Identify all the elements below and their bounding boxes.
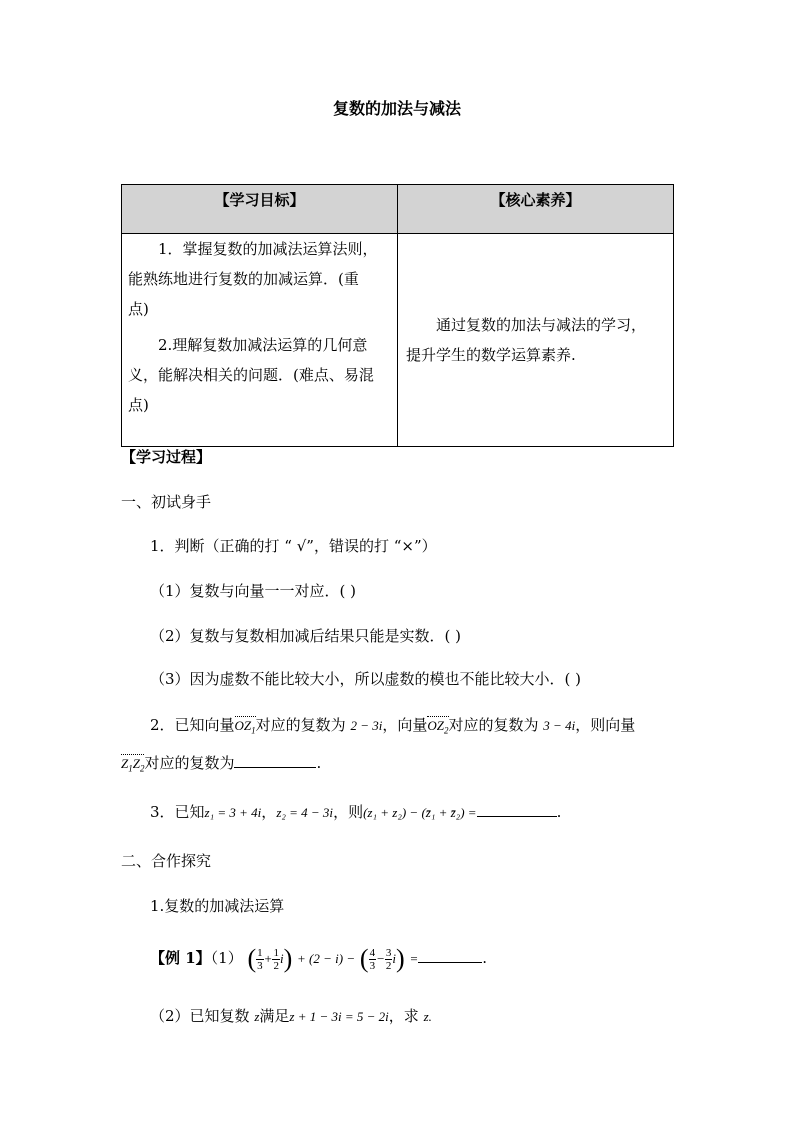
q3-sep: ， xyxy=(261,803,277,821)
q2-text-c: ，向量 xyxy=(382,716,428,734)
vec-oz2-label: OZ xyxy=(427,718,444,733)
vec-oz1-sub: 1 xyxy=(251,725,256,736)
vector-z1z2 xyxy=(121,756,144,774)
example1-answer-blank[interactable] xyxy=(418,938,482,963)
q2-text-b: 对应的复数为 xyxy=(255,716,346,734)
vec-z2-label: Z xyxy=(132,756,140,771)
example1-part2-text-d: z. xyxy=(423,1009,432,1024)
q3-expression: (z₁ + z₂) − (z̄₁ + z̄₂) = xyxy=(363,805,477,820)
q2-text-a: 2．已知向量 xyxy=(150,716,235,734)
q2-answer-blank[interactable] xyxy=(234,767,316,768)
core-line2: 提升学生的数学运算素养. xyxy=(406,346,576,364)
q3-text-a: 3．已知 xyxy=(150,803,205,821)
q3-text-b: ，则 xyxy=(333,803,364,821)
q3-end: . xyxy=(556,803,562,821)
q1-item-1: （1）复数与向量一一对应．( ) xyxy=(150,582,357,600)
process-heading: 【学习过程】 xyxy=(121,448,212,466)
q1-stem: 1．判断（正确的打 “ √”，错误的打 “×”） xyxy=(150,537,437,555)
subsection-1-heading: 1.复数的加减法运算 xyxy=(150,897,285,915)
q2-text-d: 对应的复数为 xyxy=(448,716,539,734)
example1-part1-num: （1） xyxy=(210,949,243,967)
q2-line1 xyxy=(150,714,635,736)
fraction-1-2: $\frac{1}{2}$ xyxy=(273,946,279,972)
left-paren-2: ( xyxy=(359,944,369,973)
q1-item-3: （3）因为虚数不能比较大小，所以虚数的模也不能比较大小．( ) xyxy=(150,670,582,688)
example1-label: 【例 1】 xyxy=(150,949,211,967)
goal-2-line2: 义，能解决相关的问题．(难点、易混 xyxy=(128,366,374,384)
vec-z2-sub: 2 xyxy=(139,763,145,774)
goal-2-line3: 点) xyxy=(128,396,149,414)
goal-1-line1: 1．掌握复数的加减法运算法则， xyxy=(158,240,378,258)
q3-line xyxy=(150,801,561,822)
q2-value-2: 3 − 4i xyxy=(543,718,576,733)
q2-value-1: 2 − 3i xyxy=(350,718,383,733)
goal-2-line1: 2.理解复数加减法运算的几何意 xyxy=(158,336,368,354)
q3-answer-blank[interactable] xyxy=(477,816,557,817)
section1-heading: 一、初试身手 xyxy=(121,493,212,511)
example1-part2-text-c: ，求 xyxy=(388,1007,419,1025)
vector-oz1 xyxy=(235,718,256,736)
q3-z1: z₁ = 3 + 4i xyxy=(204,805,262,820)
core-literacy-cell xyxy=(398,234,674,447)
example1-part2-text-b: 满足 xyxy=(259,1007,290,1025)
goal-1 xyxy=(128,234,391,324)
example1-z: z xyxy=(254,1009,260,1024)
fraction-3-2: $\frac{3}{2}$ xyxy=(385,946,392,972)
example1-end: . xyxy=(482,949,487,967)
goal-1-line2: 能熟练地进行复数的加减运算．(重 xyxy=(128,270,359,288)
core-line1: 通过复数的加法与减法的学习， xyxy=(436,316,647,334)
q2-text-f: 对应的复数为 xyxy=(144,754,235,772)
page-title: 复数的加法与减法 xyxy=(332,99,461,118)
objectives-table xyxy=(121,184,674,447)
right-paren-2: ) xyxy=(395,944,405,973)
vec-z1-sub: 1 xyxy=(128,763,133,774)
fraction-4-3: $\frac{4}{3}$ xyxy=(369,946,376,972)
vec-oz1-label: OZ xyxy=(234,718,252,733)
goal-2 xyxy=(128,330,391,420)
vec-oz2-sub: 2 xyxy=(444,725,449,736)
q2-end: . xyxy=(316,754,322,772)
example1-equation: z + 1 − 3i = 5 − 2i xyxy=(289,1009,389,1024)
core-literacy-header: 【核心素养】 xyxy=(398,185,674,234)
learning-goals-cell xyxy=(122,234,398,447)
goal-1-line3: 点) xyxy=(128,300,149,318)
vec-z1-label: Z xyxy=(121,756,129,771)
left-paren-1: ( xyxy=(247,944,257,973)
q2-line2 xyxy=(121,752,321,774)
fraction-1-3: $\frac{1}{3}$ xyxy=(257,946,263,972)
right-paren-1: ) xyxy=(283,944,293,973)
q1-item-2: （2）复数与复数相加减后结果只能是实数．( ) xyxy=(150,627,462,645)
example1-part2 xyxy=(150,1005,432,1026)
q2-text-e: ，则向量 xyxy=(575,716,636,734)
example1-part1: 【例 1】（1） ( $\frac{1}{3}$ + $\frac{1}{2}$ i) + (2 − i) − ( $\frac{4}{3}$ − $\frac{3}{2}$ i) = . xyxy=(150,938,487,978)
section2-heading: 二、合作探究 xyxy=(121,852,212,870)
example1-part2-text-a: （2）已知复数 xyxy=(150,1007,250,1025)
learning-goals-header: 【学习目标】 xyxy=(122,185,398,234)
vector-oz2 xyxy=(427,718,448,736)
q3-z2: z₂ = 4 − 3i xyxy=(276,805,334,820)
